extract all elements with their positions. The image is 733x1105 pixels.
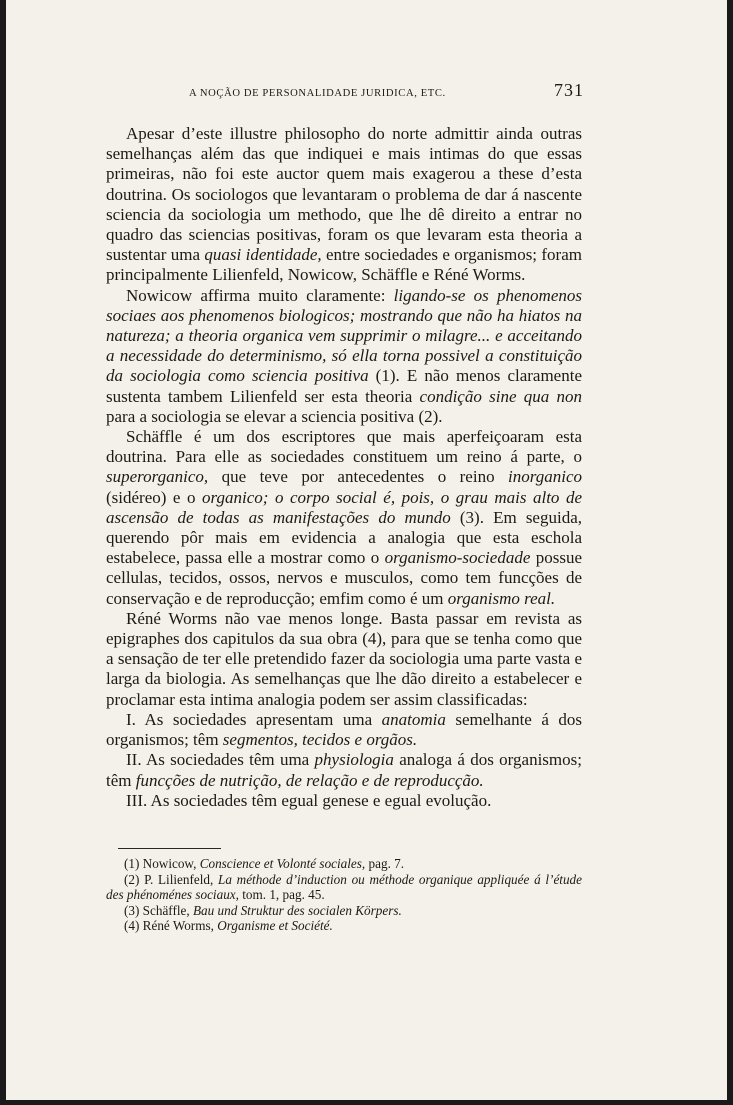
- italic-run: Organisme et Société.: [217, 918, 333, 934]
- paragraph-2: [106, 286, 582, 427]
- italic-run: physiologia: [314, 750, 394, 770]
- running-title: A NOÇÃO DE PERSONALIDADE JURIDICA, ETC.: [189, 88, 446, 99]
- text-run: semelhante á dos organismos; têm: [106, 709, 582, 750]
- text-run: que teve por antecedentes o reino: [208, 467, 509, 487]
- footnote-2: [106, 872, 582, 903]
- footnote-4: [106, 918, 582, 934]
- italic-run: organismo real.: [447, 588, 556, 608]
- text-run: (2) P. Lilienfeld,: [124, 871, 219, 887]
- paragraph-1: [106, 124, 582, 286]
- italic-run: Bau und Struktur des socialen Körpers.: [192, 902, 402, 918]
- text-run: Schäffle é um dos escriptores que mais aperfeiçoaram esta doutrina. Para elle as sociedades constituem um reino á parte, o: [106, 427, 582, 467]
- italic-run: quasi identidade,: [204, 245, 322, 265]
- italic-run: funcções de nutrição, de relação e de reproducção.: [135, 770, 484, 790]
- text-run: Apesar d’este illustre philosopho do norte admittir ainda outras semelhanças além das que indiquei e mais intimas do que essas primeiras, não foi este auctor quem mais exagerou a these d’esta doutrina. Os sociologos que levantaram o problema de dar á nascente sciencia da sociologia um methodo, que lhe dê direito a entrar no quadro das sciencias positivas, foram os que levaram esta theoria a sustentar uma: [106, 124, 582, 265]
- italic-run: organico; o corpo social é, pois, o grau mais alto de ascensão de todas as manifestações do mundo: [106, 487, 582, 527]
- text-run: (sidéreo) e o: [106, 487, 203, 507]
- italic-run: superorganico,: [106, 467, 209, 487]
- text-run: entre sociedades e organismos; foram principalmente Lilienfeld, Nowicow, Schäffle e Réné Worms.: [106, 245, 582, 285]
- paragraph-3: [106, 427, 582, 609]
- list-item-1: [106, 710, 582, 750]
- text-run: analoga á dos organismos; têm: [106, 750, 582, 790]
- italic-run: condição sine qua non: [419, 386, 582, 406]
- footnote-3: [106, 903, 582, 919]
- text-run: pag. 7.: [365, 856, 405, 871]
- paragraph-4: [106, 609, 582, 710]
- footnote-1: [106, 856, 582, 872]
- text-run: II. As sociedades têm uma: [126, 750, 315, 770]
- text-run: (3) Schäffle,: [124, 902, 193, 918]
- footnote-divider: [118, 848, 221, 849]
- text-run: (1) Nowicow,: [124, 856, 200, 871]
- text-run: I. As sociedades apresentam uma: [126, 709, 382, 729]
- italic-run: segmentos, tecidos e orgãos.: [222, 730, 418, 750]
- list-item-2: [106, 750, 582, 790]
- text-run: (1). E não menos claramente sustenta tambem Lilienfeld ser esta theoria: [106, 366, 582, 406]
- italic-run: La méthode d’induction ou méthode organique appliquée á l’étude des phénoménes sociaux,: [106, 871, 582, 903]
- list-item-3: [106, 791, 582, 811]
- text-run: III. As sociedades têm egual genese e egual evolução.: [126, 790, 492, 810]
- text-run: Réné Worms não vae menos longe. Basta passar em revista as epigraphes dos capitulos da sua obra (4), para que se tenha como que a sensação de ter elle pretendido fazer da sociologia uma parte vasta e larga da biologia. As semelhanças que lhe dão direito a estabelecer e proclamar esta intima analogia podem ser assim classificadas:: [106, 608, 582, 709]
- italic-run: organismo-sociedade: [384, 548, 531, 568]
- text-run: Nowicow affirma muito claramente:: [126, 285, 394, 305]
- italic-run: inorganico: [508, 467, 582, 487]
- italic-run: anatomia: [381, 709, 446, 729]
- text-run: para a sociologia se elevar a sciencia positiva (2).: [106, 406, 443, 426]
- italic-run: Conscience et Volonté sociales,: [199, 856, 366, 871]
- book-page: [6, 0, 727, 1100]
- italic-run: ligando-se os phenomenos sociaes aos phenomenos biologicos; mostrando que não ha hiatos na natureza; a theoria organica vem supprimir o milagre... e acceitando a necessidade do determinismo, só ella torna possivel a constituição da sociologia como sciencia positiva: [106, 285, 582, 386]
- main-text: [106, 124, 582, 811]
- text-run: (3). Em seguida, querendo pôr mais em evidencia a analogia que esta eschola estabelece, passa elle a mostrar como o: [106, 507, 583, 568]
- text-run: tom. 1, pag. 45.: [238, 887, 325, 903]
- page-number: 731: [554, 80, 584, 100]
- text-run: (4) Réné Worms,: [124, 918, 218, 934]
- footnotes: [106, 856, 582, 934]
- text-run: possue cellulas, tecidos, ossos, nervos e musculos, como tem funcções de conservação e de reproducção; emfim como é um: [106, 548, 582, 608]
